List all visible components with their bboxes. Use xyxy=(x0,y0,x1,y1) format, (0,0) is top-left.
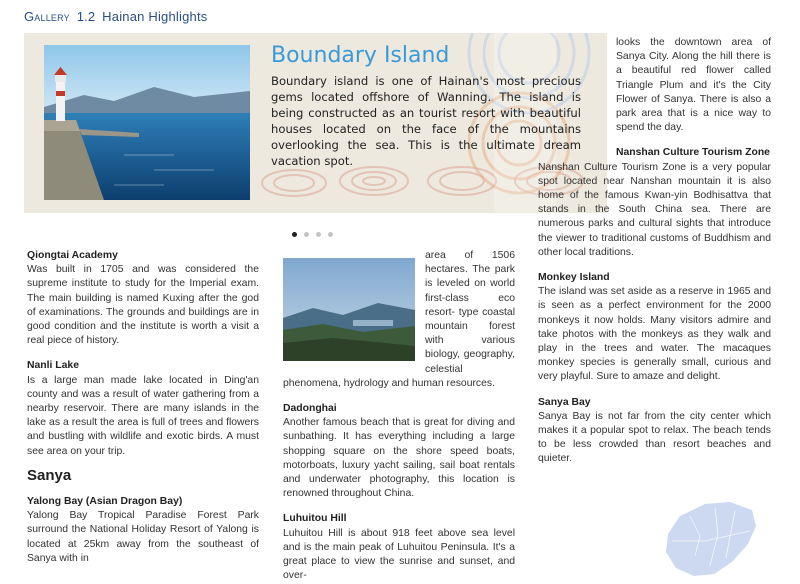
nanli-text: Is a large man made lake located in Ding'an county and was a result of water gathering from a nearby reservoir. There are many islands in the lake as a result the area is full of trees and flowers and bustling with wildlife and exotic birds. A must see area on your trip. xyxy=(27,374,259,457)
article-column-1 xyxy=(27,249,259,566)
sanya-bay-heading: Sanya Bay xyxy=(538,396,591,408)
park-text: area of 1506 hectares. The park is leveled on world first-class eco resort- type coastal mountain forest with various biology, geography, celestial phenomena, hydrology and human resources. xyxy=(283,250,515,389)
gallery-name: Hainan Highlights xyxy=(102,9,208,24)
nanli-heading: Nanli Lake xyxy=(27,360,79,372)
slideshow-pagination xyxy=(292,232,333,237)
nanshan-heading: Nanshan Culture Tourism Zone xyxy=(616,147,770,159)
luhuitou-text: Luhuitou Hill is about 918 feet above sea level and is the main peak of Luhuitou Peninsula. It's a great place to view the sunrise and sunset, and over- xyxy=(283,527,515,582)
sanya-bay-text: Sanya Bay is not far from the city center which makes it a popular spot to relax. The beach tends to be less crowded than resort beaches and quieter. xyxy=(538,410,771,465)
pagination-dot-2[interactable] xyxy=(304,232,309,237)
pagination-dot-3[interactable] xyxy=(316,232,321,237)
hainan-map-icon xyxy=(660,496,760,578)
article-column-3 xyxy=(538,36,771,467)
pagination-dot-4[interactable] xyxy=(328,232,333,237)
luhuitou-heading: Luhuitou Hill xyxy=(283,513,347,525)
gallery-label: Gallery xyxy=(24,9,70,24)
sanya-section-heading: Sanya xyxy=(27,466,72,484)
article-column-2 xyxy=(283,249,515,583)
nanshan-text: Nanshan Culture Tourism Zone is a very popular spot located near Nanshan mountain it is also home of the famous Kwan-yin Bodhisattva that stands in the South China sea. There are numerous parks and cultural sights that introduce the viewer to traditional customs of Buddhism and other local traditions. xyxy=(538,161,771,258)
gallery-number: 1.2 xyxy=(76,9,96,24)
dadonghai-text: Another famous beach that is great for diving and sunbathing. It has everything including a large shopping square on the shore speed boats, motorboats, luxury yacht sailing, sail boat rentals and underwater photography, this location is renowned throughout China. xyxy=(283,417,515,500)
banner-heading: Boundary Island xyxy=(271,43,450,68)
qiongtai-heading: Qiongtai Academy xyxy=(27,250,118,261)
banner-description: Boundary island is one of Hainan's most precious gems located offshore of Wanning. The island is being constructed as an tourist resort with beautiful houses located on the face of the mountains overlooking the sea. This is the ultimate dream vacation spot. xyxy=(271,74,581,168)
yalong-text: Yalong Bay Tropical Paradise Forest Park surround the National Holiday Resort of Yalong is located at 25km away from the southeast of Sanya with in xyxy=(27,510,259,564)
yalong-heading: Yalong Bay (Asian Dragon Bay) xyxy=(27,496,183,508)
dadonghai-heading: Dadonghai xyxy=(283,403,337,415)
lighthouse-pier-photo xyxy=(44,45,250,200)
monkey-text: The island was set aside as a reserve in 1965 and is seen as a perfect environment for the 2000 monkeys it now holds. Many visitors admire and take photos with the monkeys as they walk and play in the trees and water. The macaques monkey species is generally small, curious and very playful. Sure to amaze and delight. xyxy=(538,286,771,383)
gallery-title xyxy=(24,9,207,24)
forest-park-photo xyxy=(283,258,415,361)
pagination-dot-1[interactable] xyxy=(292,232,297,237)
qiongtai-text: Was built in 1705 and was considered the supreme institute to study for the Imperial exam. The main building is named Kuxing after the god of examinations. The grounds and buildings are in good condition and the institute is worth a visit a real piece of history. xyxy=(27,264,259,347)
sanya-city-text: looks the downtown area of Sanya City. Along the hill there is a beautiful red flower called Triangle Plum and it's the City Flower of Sanya. There is also a park area that is a nice way to spend the day. xyxy=(616,37,771,134)
image-slideshow-banner[interactable] xyxy=(24,33,607,213)
monkey-heading: Monkey Island xyxy=(538,272,610,284)
